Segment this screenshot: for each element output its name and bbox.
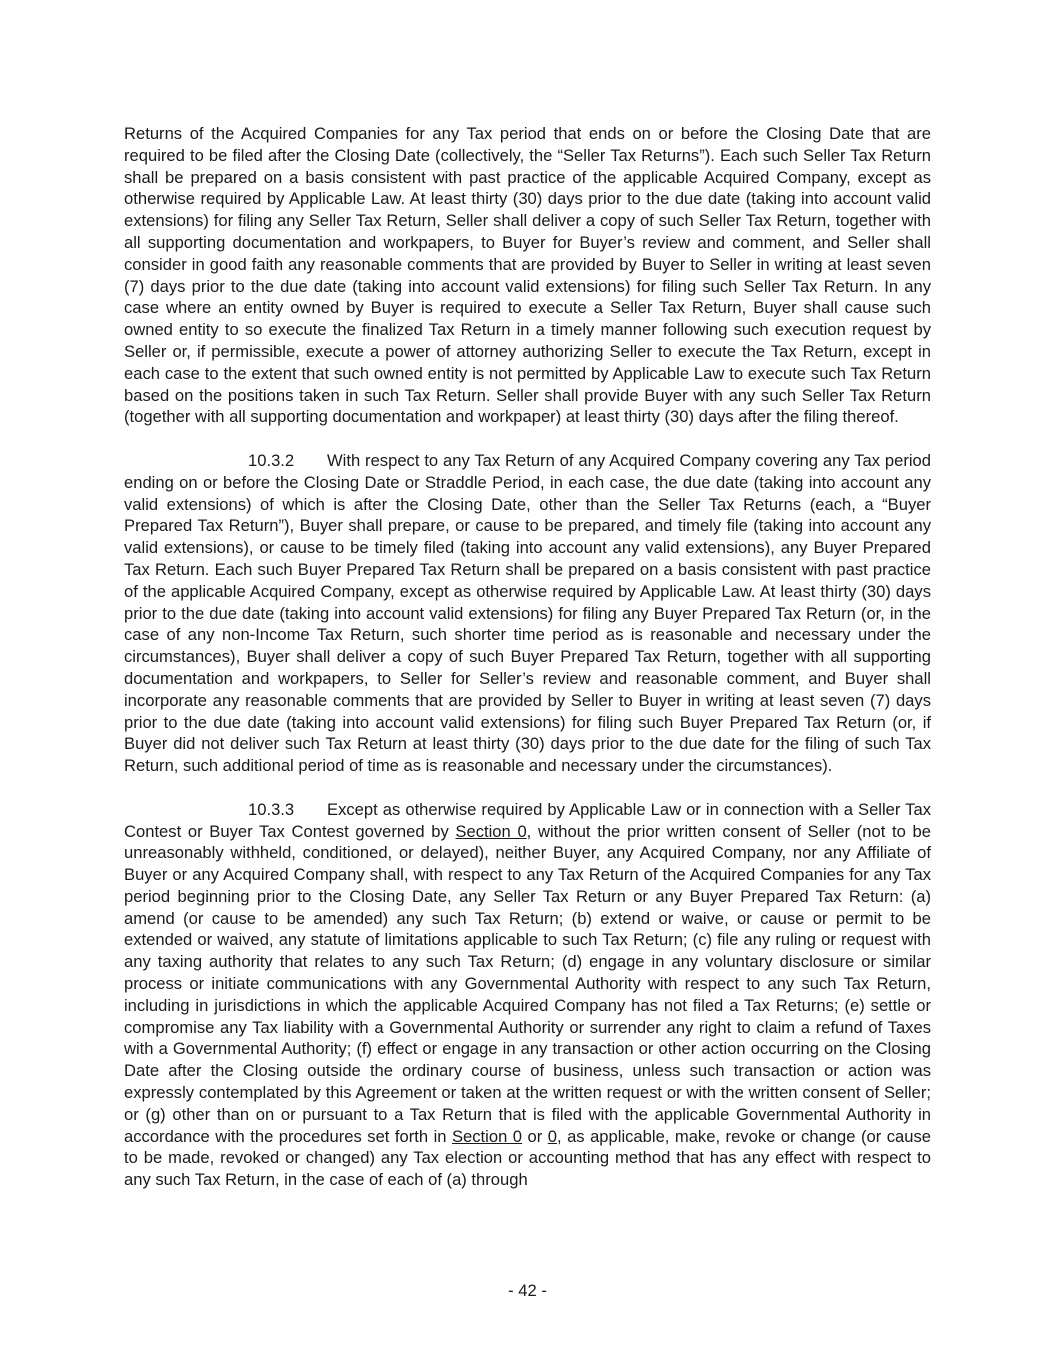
section-10-3-2 bbox=[124, 450, 931, 777]
page-number: - 42 - bbox=[508, 1281, 547, 1300]
section-text: , without the prior written consent of Seller (not to be unreasonably withheld, conditioned, or delayed), neither Buyer, any Acquired Company, nor any Affiliate of Buyer or any Acquired Company shall, with respect to any Tax Return of the Acquired Companies for any Tax period beginning prior to the Closing Date, any Seller Tax Return or any Buyer Prepared Tax Return: (a) amend (or cause to be amended) any such Tax Return; (b) extend or waive, or cause or permit to be extended or waived, any statute of limitations applicable to such Tax Return; (c) file any ruling or request with any taxing authority that relates to any such Tax Return; (d) engage in any voluntary disclosure or similar process or initiate communications with any Governmental Authority with respect to any such Tax Return, including in jurisdictions in which the applicable Acquired Company has not filed a Tax Returns; (e) settle or compromise any Tax liability with a Governmental Authority or surrender any right to claim a refund of Taxes with a Governmental Authority; (f) effect or engage in any transaction or other action occurring on the Closing Date after the Closing outside the ordinary course of business, unless such transaction or action was expressly contemplated by this Agreement or taken at the written request or with the written consent of Seller; or (g) other than on or pursuant to a Tax Return that is filed with the applicable Governmental Authority in accordance with the procedures set forth in bbox=[124, 821, 931, 1146]
section-text: Except as otherwise required by Applicable Law or in connection with a Seller Tax Contest or Buyer Tax Contest governed by bbox=[124, 799, 931, 841]
section-reference-link[interactable]: Section 0 bbox=[451, 1126, 523, 1146]
section-10-3-3 bbox=[124, 799, 931, 1191]
section-text: With respect to any Tax Return of any Acquired Company covering any Tax period ending on or before the Closing Date or Straddle Period, in each case, the due date (taking into account any valid extensions) of which is after the Closing Date, other than the Seller Tax Returns (each, a “Buyer Prepared Tax Return”), Buyer shall prepare, or cause to be prepared, and timely file (taking into account any valid extensions), or cause to be timely filed (taking into account any valid extensions), any Buyer Prepared Tax Return. Each such Buyer Prepared Tax Return shall be prepared on a basis consistent with past practice of the applicable Acquired Company, except as otherwise required by Applicable Law. At least thirty (30) days prior to the due date (taking into account valid extensions) for filing any Buyer Prepared Tax Return (or, in the case of any non-Income Tax Return, such shorter time period as is reasonable and necessary under the circumstances), Buyer shall deliver a copy of such Buyer Prepared Tax Return, together with all supporting documentation and workpapers, to Seller for Seller’s review and reasonable comment, and Buyer shall incorporate any reasonable comments that are provided by Seller to Buyer in writing at least seven (7) days prior to the due date (taking into account valid extensions) for filing such Buyer Prepared Tax Return (or, if Buyer did not deliver such Tax Return at least thirty (30) days prior to the due date for the filing of such Tax Return, such additional period of time as is reasonable and necessary under the circumstances). bbox=[124, 450, 931, 776]
paragraph-seller-tax-returns: Returns of the Acquired Companies for any Tax period that ends on or before the Closing Date that are required to be filed after the Closing Date (collectively, the “Seller Tax Returns”). Each such Seller Tax Return shall be prepared on a basis consistent with past practice of the applicable Acquired Company, except as otherwise required by Applicable Law. At least thirty (30) days prior to the due date (taking into account valid extensions) for filing any Seller Tax Return, Seller shall deliver a copy of such Seller Tax Return, together with all supporting documentation and workpapers, to Buyer for Buyer’s review and comment, and Seller shall consider in good faith any reasonable comments that are provided by Buyer to Seller in writing at least seven (7) days prior to the due date (taking into account valid extensions) for filing such Seller Tax Return. In any case where an entity owned by Buyer is required to execute a Seller Tax Return, Buyer shall cause such owned entity to so execute the finalized Tax Return in a timely manner following such execution request by Seller or, if permissible, execute a power of attorney authorizing Seller to execute the Tax Return, except in each case to the extent that such owned entity is not permitted by Applicable Law to execute such Tax Return based on the positions taken in such Tax Return. Seller shall provide Buyer with any such Seller Tax Return (together with all supporting documentation and workpaper) at least thirty (30) days after the filing thereof. bbox=[124, 124, 931, 427]
paragraph-gap bbox=[124, 777, 931, 799]
section-text: or bbox=[522, 1126, 548, 1146]
paragraph-gap bbox=[124, 428, 931, 450]
section-reference-link[interactable]: Section 0 bbox=[455, 821, 527, 841]
document-page bbox=[124, 123, 931, 1191]
section-text: , as applicable, make, revoke or change (or cause to be made, revoked or changed) any Tax election or accounting method that has any effect with respect to any such Tax Return, in the case of each of (a) through bbox=[124, 1126, 932, 1190]
section-number: 10.3.2 bbox=[248, 450, 295, 470]
section-number: 10.3.3 bbox=[248, 799, 295, 819]
section-reference-link[interactable]: 0 bbox=[547, 1126, 557, 1146]
